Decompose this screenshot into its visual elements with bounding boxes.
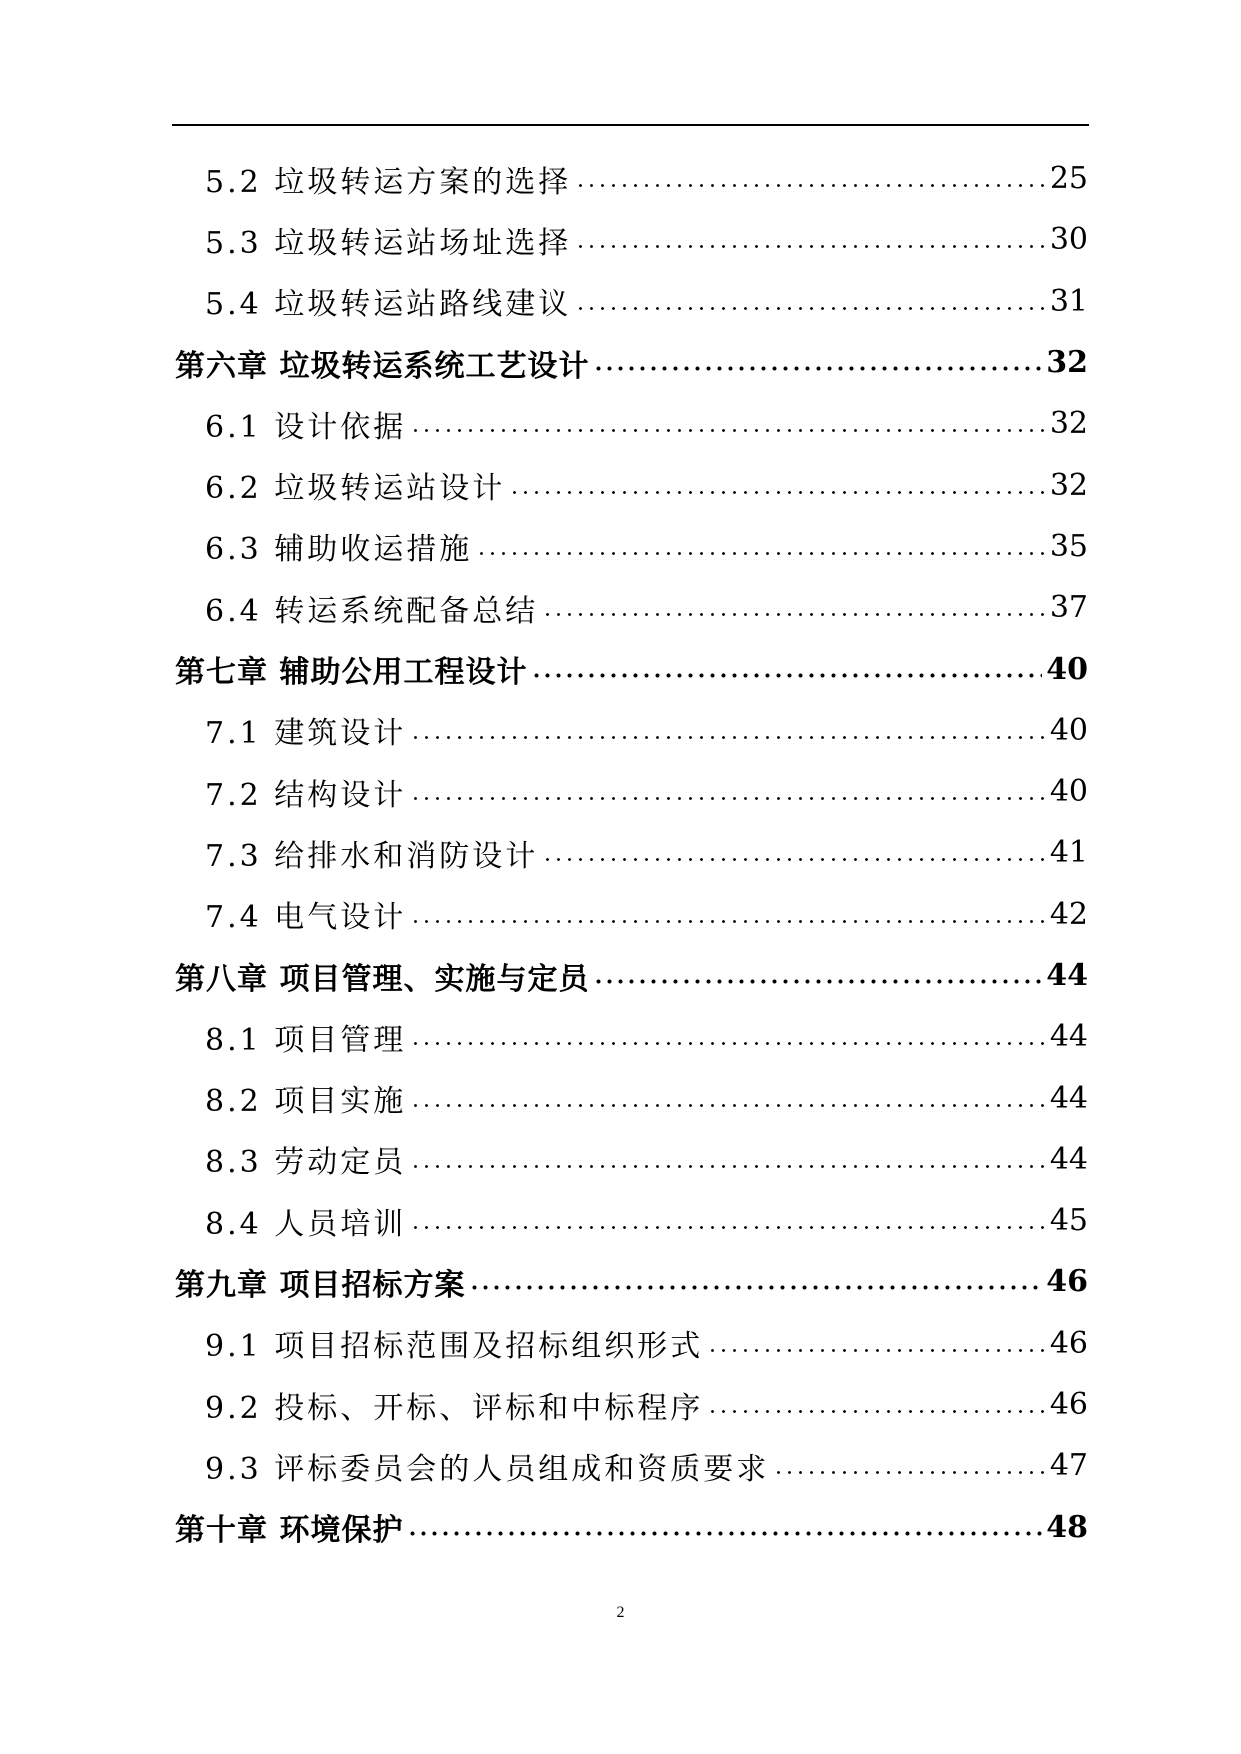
toc-dot-leader xyxy=(593,366,1042,371)
toc-entry-title: 9.3 评标委员会的人员组成和资质要求 xyxy=(205,1451,770,1487)
table-of-contents xyxy=(175,148,1088,1558)
toc-entry-page-number: 41 xyxy=(1049,835,1088,871)
toc-dot-leader xyxy=(509,491,1046,494)
toc-dot-leader xyxy=(531,673,1042,678)
toc-dot-leader xyxy=(773,1471,1046,1474)
toc-entry-page-number: 46 xyxy=(1049,1325,1088,1361)
toc-entry-title: 8.1 项目管理 xyxy=(205,1022,407,1058)
toc-entry-title: 5.4 垃圾转运站路线建议 xyxy=(205,287,572,323)
toc-dot-leader xyxy=(542,613,1046,616)
toc-section-entry[interactable] xyxy=(175,393,1088,454)
toc-section-entry[interactable] xyxy=(175,700,1088,761)
toc-entry-page-number: 47 xyxy=(1049,1448,1088,1484)
header-rule xyxy=(172,124,1089,126)
toc-dot-leader xyxy=(476,552,1046,555)
toc-section-entry[interactable] xyxy=(175,516,1088,577)
toc-entry-page-number: 42 xyxy=(1049,896,1088,932)
toc-dot-leader xyxy=(707,1410,1046,1413)
toc-entry-page-number: 30 xyxy=(1049,222,1088,258)
toc-chapter-entry[interactable] xyxy=(175,1497,1088,1558)
toc-dot-leader xyxy=(407,1531,1042,1536)
toc-entry-title: 第七章 辅助公用工程设计 xyxy=(175,655,528,691)
toc-entry-title: 7.2 结构设计 xyxy=(205,777,407,813)
toc-dot-leader xyxy=(575,307,1046,310)
toc-entry-title: 6.1 设计依据 xyxy=(205,409,407,445)
toc-entry-page-number: 25 xyxy=(1049,161,1088,197)
toc-section-entry[interactable] xyxy=(175,884,1088,945)
toc-entry-title: 9.1 项目招标范围及招标组织形式 xyxy=(205,1329,704,1365)
toc-entry-title: 第八章 项目管理、实施与定员 xyxy=(175,961,590,997)
toc-entry-title: 8.4 人员培训 xyxy=(205,1206,407,1242)
toc-dot-leader xyxy=(410,797,1046,800)
toc-entry-page-number: 45 xyxy=(1049,1203,1088,1239)
toc-section-entry[interactable] xyxy=(175,1313,1088,1374)
toc-section-entry[interactable] xyxy=(175,1129,1088,1190)
toc-dot-leader xyxy=(575,184,1046,187)
toc-dot-leader xyxy=(575,245,1046,248)
toc-entry-page-number: 32 xyxy=(1049,467,1088,503)
toc-dot-leader xyxy=(593,979,1042,984)
toc-entry-title: 7.4 电气设计 xyxy=(205,900,407,936)
toc-entry-page-number: 46 xyxy=(1046,1264,1088,1300)
toc-entry-page-number: 44 xyxy=(1049,1141,1088,1177)
toc-dot-leader xyxy=(410,1104,1046,1107)
toc-chapter-entry[interactable] xyxy=(175,945,1088,1006)
toc-chapter-entry[interactable] xyxy=(175,332,1088,393)
toc-entry-page-number: 40 xyxy=(1049,774,1088,810)
toc-entry-title: 8.2 项目实施 xyxy=(205,1084,407,1120)
toc-entry-title: 6.4 转运系统配备总结 xyxy=(205,593,539,629)
toc-section-entry[interactable] xyxy=(175,209,1088,270)
toc-dot-leader xyxy=(410,429,1046,432)
toc-chapter-entry[interactable] xyxy=(175,638,1088,699)
toc-entry-page-number: 44 xyxy=(1049,1019,1088,1055)
toc-section-entry[interactable] xyxy=(175,577,1088,638)
toc-entry-page-number: 37 xyxy=(1049,590,1088,626)
toc-entry-title: 6.3 辅助收运措施 xyxy=(205,532,473,568)
toc-entry-page-number: 44 xyxy=(1046,958,1088,993)
toc-section-entry[interactable] xyxy=(175,1374,1088,1435)
toc-dot-leader xyxy=(410,736,1046,739)
toc-entry-title: 第六章 垃圾转运系统工艺设计 xyxy=(175,348,590,384)
toc-dot-leader xyxy=(410,920,1046,923)
page-number: 2 xyxy=(616,1604,625,1621)
toc-dot-leader xyxy=(707,1349,1046,1352)
toc-entry-title: 7.1 建筑设计 xyxy=(205,716,407,752)
toc-entry-page-number: 35 xyxy=(1049,528,1088,564)
toc-dot-leader xyxy=(469,1285,1042,1290)
toc-entry-page-number: 48 xyxy=(1046,1509,1088,1545)
toc-section-entry[interactable] xyxy=(175,1006,1088,1067)
toc-section-entry[interactable] xyxy=(175,148,1088,209)
toc-section-entry[interactable] xyxy=(175,271,1088,332)
toc-section-entry[interactable] xyxy=(175,1435,1088,1496)
toc-entry-page-number: 32 xyxy=(1049,406,1088,442)
toc-dot-leader xyxy=(410,1165,1046,1168)
toc-entry-title: 6.2 垃圾转运站设计 xyxy=(205,471,506,507)
toc-dot-leader xyxy=(410,1226,1046,1229)
toc-section-entry[interactable] xyxy=(175,454,1088,515)
toc-entry-page-number: 32 xyxy=(1046,345,1088,381)
toc-entry-page-number: 40 xyxy=(1049,712,1088,748)
toc-dot-leader xyxy=(542,858,1046,861)
toc-chapter-entry[interactable] xyxy=(175,1251,1088,1312)
toc-section-entry[interactable] xyxy=(175,1067,1088,1128)
toc-entry-title: 5.2 垃圾转运方案的选择 xyxy=(205,164,572,200)
toc-section-entry[interactable] xyxy=(175,822,1088,883)
toc-section-entry[interactable] xyxy=(175,761,1088,822)
toc-entry-title: 第十章 环境保护 xyxy=(175,1513,404,1549)
toc-section-entry[interactable] xyxy=(175,1190,1088,1251)
toc-entry-title: 7.3 给排水和消防设计 xyxy=(205,838,539,874)
toc-entry-title: 第九章 项目招标方案 xyxy=(175,1267,466,1303)
toc-entry-page-number: 40 xyxy=(1046,651,1088,687)
toc-dot-leader xyxy=(410,1042,1046,1045)
toc-entry-page-number: 46 xyxy=(1049,1387,1088,1423)
toc-entry-page-number: 44 xyxy=(1049,1080,1088,1116)
toc-entry-title: 5.3 垃圾转运站场址选择 xyxy=(205,225,572,261)
toc-entry-title: 8.3 劳动定员 xyxy=(205,1145,407,1181)
toc-entry-title: 9.2 投标、开标、评标和中标程序 xyxy=(205,1390,704,1426)
toc-entry-page-number: 31 xyxy=(1049,283,1088,319)
